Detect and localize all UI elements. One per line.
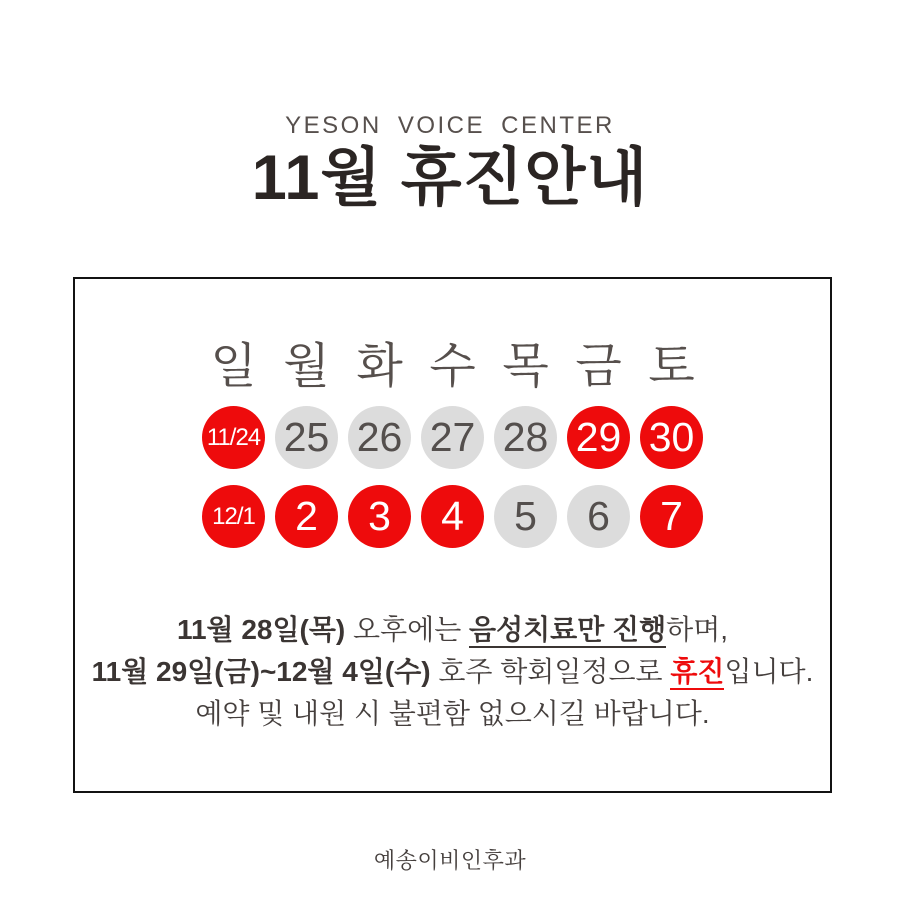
calendar-week-1 xyxy=(75,406,830,469)
notice-text-2a: 호주 학회일정으로 xyxy=(430,656,671,687)
weekday-thu: 목 xyxy=(502,340,549,393)
closure-notice-text xyxy=(75,609,830,735)
notice-date-1: 11월 28일(목) xyxy=(176,614,346,645)
calendar-day-5: 5 xyxy=(494,485,557,548)
notice-line-3: 예약 및 내원 시 불편함 없으시길 바랍니다. xyxy=(195,698,710,729)
clinic-brand-text: YESON VOICE CENTER xyxy=(285,112,615,139)
calendar-day-6: 6 xyxy=(567,485,630,548)
notice-date-2: 11월 29일(금)~12월 4일(수) xyxy=(91,656,431,687)
notice-line-1 xyxy=(75,609,830,651)
notice-text-1a: 오후에는 xyxy=(345,614,470,645)
calendar-day-7: 7 xyxy=(640,485,703,548)
calendar-week-2 xyxy=(75,485,830,548)
notice-text-2b: 입니다. xyxy=(724,656,814,687)
weekday-tue: 화 xyxy=(356,340,403,393)
weekday-fri: 금 xyxy=(575,340,622,393)
notice-text-1b: 하며, xyxy=(666,614,729,645)
calendar-day-29: 29 xyxy=(567,406,630,469)
clinic-name-footer: 예송이비인후과 xyxy=(373,848,527,873)
weekday-mon: 월 xyxy=(283,340,330,393)
calendar-day-25: 25 xyxy=(275,406,338,469)
calendar-day-27: 27 xyxy=(421,406,484,469)
calendar-day-11-24: 11/24 xyxy=(202,406,265,469)
calendar-day-28: 28 xyxy=(494,406,557,469)
calendar-day-12-1: 12/1 xyxy=(202,485,265,548)
weekday-wed: 수 xyxy=(429,340,476,393)
notice-line-2 xyxy=(75,651,830,693)
notice-highlight-voice-therapy: 음성치료만 진행 xyxy=(469,614,666,648)
notice-highlight-closed: 휴진 xyxy=(670,656,724,690)
page-title: 11월 휴진안내 xyxy=(251,143,649,213)
calendar-day-30: 30 xyxy=(640,406,703,469)
calendar-day-3: 3 xyxy=(348,485,411,548)
calendar-day-2: 2 xyxy=(275,485,338,548)
weekday-sun: 일 xyxy=(210,340,257,393)
calendar-day-26: 26 xyxy=(348,406,411,469)
calendar-day-4: 4 xyxy=(421,485,484,548)
calendar-panel xyxy=(73,277,832,793)
weekday-sat: 토 xyxy=(648,340,695,393)
weekday-header-row xyxy=(75,341,830,393)
